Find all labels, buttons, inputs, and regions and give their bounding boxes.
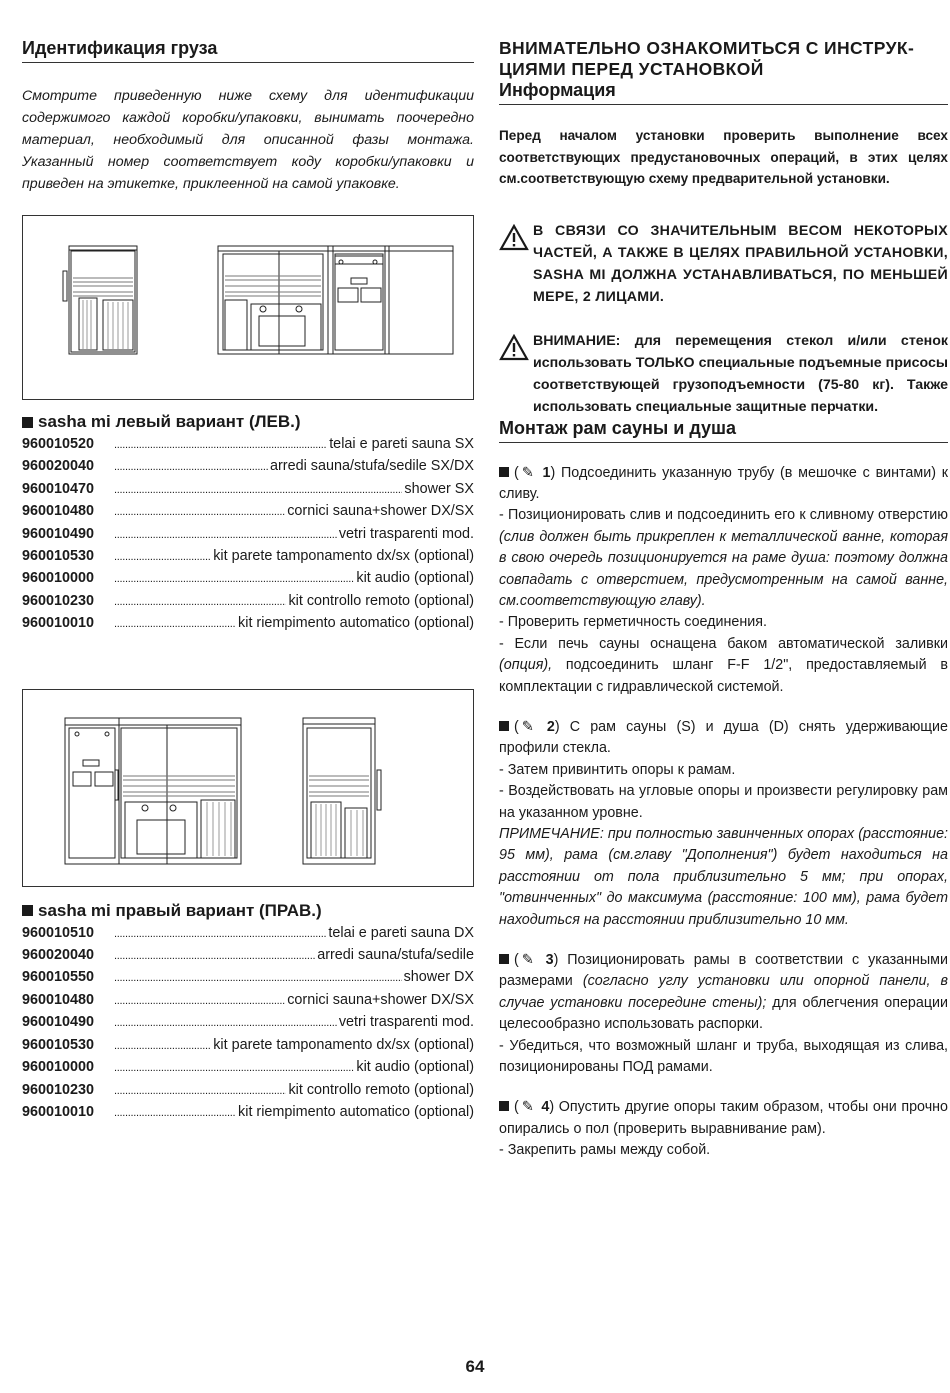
part-row: 960010000 ..... kit audio (optional) — [22, 568, 474, 590]
step-1: ( ✎ 1) Подсоединить указанную трубу (в мешочке с винтами) к сливу. - Позиционировать слив и подсоединить его к сливному отверстию (слив должен быть прикреплен к металлической ванне, которая в свою очередь позиционируется на раме душа: поэтому должна совпадать с отверстием, предусмотренным на самой ванне, см.соответствующую главу). - Проверить герметичность соединения. - Если печь сауны оснащена баком автоматической заливки (опция), подсоединить шланг F-F 1/2", предоставляемый в комплектации с гидравлической системой. — [499, 464, 948, 695]
left-variant-drawing — [23, 216, 473, 399]
pencil-icon: ✎ — [521, 718, 534, 735]
right-column — [499, 38, 948, 1162]
part-row: 960010530 ..... kit parete tamponamento dx/sx (optional) — [22, 546, 474, 568]
square-bullet-icon — [22, 417, 33, 428]
part-row: 960010010 ..... kit riempimento automatico (optional) — [22, 613, 474, 635]
right-variant-drawing — [23, 690, 427, 886]
mounting-heading: Монтаж рам сауны и душа — [499, 418, 948, 443]
part-row: 960010480 ..... cornici sauna+shower DX/SX — [22, 501, 474, 523]
square-bullet-icon — [499, 954, 509, 964]
info-text: Перед началом установки проверить выполнение всех соответствующих предустановочных операций, в этих целях см.соответствующую схему предварительной установки. — [499, 128, 948, 186]
pencil-icon: ✎ — [521, 1099, 534, 1116]
part-row: 960020040 ..... arredi sauna/stufa/sedile SX/DX — [22, 456, 474, 478]
cargo-identification-heading: Идентификация груза — [22, 38, 474, 63]
page-number: 64 — [465, 1357, 485, 1376]
part-row: 960010230 ..... kit controllo remoto (optional) — [22, 1080, 474, 1102]
info-heading: Информация — [499, 80, 948, 105]
left-column — [22, 38, 474, 1124]
right-variant-parts — [22, 923, 474, 1125]
left-variant-diagram — [22, 215, 474, 400]
pencil-icon: ✎ — [521, 952, 534, 969]
square-bullet-icon — [499, 1101, 509, 1111]
main-title: ВНИМАТЕЛЬНО ОЗНАКОМИТЬСЯ С ИНСТРУК-ЦИЯМИ ПЕРЕД УСТАНОВКОЙ — [499, 38, 915, 79]
square-bullet-icon — [22, 905, 33, 916]
part-row: 960010550 ..... shower DX — [22, 967, 474, 989]
step-3: ( ✎ 3) Позиционировать рамы в соответствии с указанными размерами (согласно углу установки или опорной панели, в случае установки посередине стены); для облегчения операции целесообразно использовать распорки. - Убедиться, что возможный шланг и труба, выходящая из слива, позиционированы ПОД рамами. — [499, 952, 948, 1076]
step-2: ( ✎ 2) С рам сауны (S) и душа (D) снять удерживающие профили стекла. - Затем привинтить опоры к рамам. - Воздействовать на угловые опоры и произвести регулировку рам на указанном уровне. ПРИМЕЧАНИЕ: при полностью завинченных опорах (расстояние: 95 мм), рама (см.главу "Дополнения") будет находиться на расстоянии от пола приблизительно 5 мм; при опорах, "отвинченных" до максимума (расстояние: 100 мм), рама будет находиться на расстоянии приблизительно 10 мм. — [499, 718, 948, 928]
part-row: 960010480 ..... cornici sauna+shower DX/SX — [22, 990, 474, 1012]
part-row: 960010490 ..... vetri trasparenti mod. — [22, 524, 474, 546]
part-row: 960020040 ..... arredi sauna/stufa/sedile — [22, 945, 474, 967]
weight-warning: В СВЯЗИ СО ЗНАЧИТЕЛЬНЫМ ВЕСОМ НЕКОТОРЫХ ЧАСТЕЙ, А ТАКЖЕ В ЦЕЛЯХ ПРАВИЛЬНОЙ УСТАНОВКИ, SASHA MI ДОЛЖНА УСТАНАВЛИВАТЬСЯ, ПО МЕНЬШЕЙ МЕРЕ, 2 ЛИЦАМИ. — [499, 220, 948, 308]
pencil-icon: ✎ — [521, 464, 534, 481]
warning-triangle-icon — [499, 330, 533, 418]
part-row: 960010230 ..... kit controllo remoto (optional) — [22, 591, 474, 613]
part-row: 960010530 ..... kit parete tamponamento dx/sx (optional) — [22, 1035, 474, 1057]
left-variant-title: sasha mi левый вариант (ЛЕВ.) — [22, 412, 474, 432]
right-variant-diagram — [22, 689, 474, 887]
part-row: 960010520 ..... telai e pareti sauna SX — [22, 434, 474, 456]
warning-triangle-icon — [499, 220, 533, 308]
part-row: 960010000 ..... kit audio (optional) — [22, 1057, 474, 1079]
step-4: ( ✎ 4) Опустить другие опоры таким образом, чтобы они прочно опирались о пол (проверить выравнивание рам). - Закрепить рамы между собой. — [499, 1099, 948, 1159]
part-row: 960010010 ..... kit riempimento automatico (optional) — [22, 1102, 474, 1124]
part-row: 960010470 ..... shower SX — [22, 479, 474, 501]
handling-warning: ВНИМАНИЕ: для перемещения стекол и/или стенок использовать ТОЛЬКО специальные подъемные присосы соответствующей грузоподъемности (75-80 кг). Также использовать специальные защитные перчатки. — [499, 330, 948, 418]
square-bullet-icon — [499, 467, 509, 477]
square-bullet-icon — [499, 721, 509, 731]
part-row: 960010490 ..... vetri trasparenti mod. — [22, 1012, 474, 1034]
part-row: 960010510 ..... telai e pareti sauna DX — [22, 923, 474, 945]
left-variant-parts — [22, 434, 474, 636]
intro-text: Смотрите приведенную ниже схему для идентификации содержимого каждой коробки/упаковки, вынимать поочередно материал, необходимый для описанной фазы монтажа. Указанный номер соответствует коду коробки/упаковки и приведен на этикетке, приклеенной на самой упаковке. — [22, 88, 474, 192]
right-variant-title: sasha mi правый вариант (ПРАВ.) — [22, 901, 474, 921]
